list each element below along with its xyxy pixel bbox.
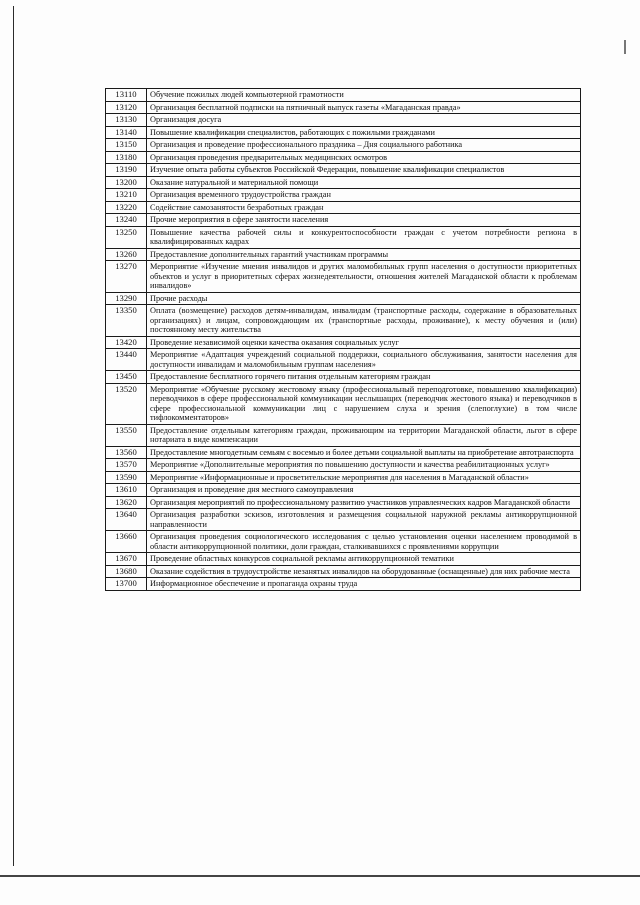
table-row (106, 151, 581, 164)
row-description: Проведение независимой оценки качества оказания социальных услуг (147, 336, 581, 349)
table-row (106, 201, 581, 214)
table-row (106, 459, 581, 472)
table-row (106, 139, 581, 152)
row-description: Предоставление дополнительных гарантий участникам программы (147, 248, 581, 261)
row-description: Информационное обеспечение и пропаганда охраны труда (147, 578, 581, 591)
row-description: Мероприятие «Обучение русскому жестовому языку (профессиональный переподготовке, повышению квалификации) переводчиков в сфере профессиональной коммуникации неслышащих (переводчик жестового языка) и переводчиков в сфере профессиональной коммуникации лиц с нарушением слуха и зрения (слепоглухие) в том числе тифлокомментаторов» (147, 383, 581, 424)
row-description: Мероприятие «Дополнительные мероприятия по повышению доступности и качества реабилитационных услуг» (147, 459, 581, 472)
table-row (106, 261, 581, 293)
row-description: Оказание содействия в трудоустройстве незанятых инвалидов на оборудованные (оснащенные) для них рабочие места (147, 565, 581, 578)
code-table-body (106, 89, 581, 591)
row-code: 13250 (106, 226, 147, 248)
row-description: Повышение качества рабочей силы и конкурентоспособности граждан с учетом потребности региона в квалифицированных кадрах (147, 226, 581, 248)
row-code: 13420 (106, 336, 147, 349)
table-row (106, 531, 581, 553)
table-row (106, 509, 581, 531)
row-code: 13220 (106, 201, 147, 214)
row-code: 13670 (106, 553, 147, 566)
row-description: Обучение пожилых людей компьютерной грамотности (147, 89, 581, 102)
scan-mark-right (624, 40, 626, 54)
scan-edge-left (13, 6, 14, 866)
row-code: 13190 (106, 164, 147, 177)
row-description: Организация проведения социологического исследования с целью установления оценки населением проводимой в области антикоррупционной политики, доли граждан, сталкивавшихся с проявлениями коррупции (147, 531, 581, 553)
row-code: 13640 (106, 509, 147, 531)
table-row (106, 114, 581, 127)
table-row (106, 496, 581, 509)
row-code: 13590 (106, 471, 147, 484)
row-code: 13560 (106, 446, 147, 459)
row-description: Проведение областных конкурсов социальной рекламы антикоррупционной тематики (147, 553, 581, 566)
row-code: 13520 (106, 383, 147, 424)
table-row (106, 471, 581, 484)
scan-edge-bottom (0, 875, 640, 877)
row-code: 13130 (106, 114, 147, 127)
row-description: Организация досуга (147, 114, 581, 127)
row-code: 13290 (106, 292, 147, 305)
code-table (105, 88, 581, 591)
row-description: Предоставление многодетным семьям с восемью и более детьми социальной выплаты на приобретение автотранспорта (147, 446, 581, 459)
table-row (106, 226, 581, 248)
row-description: Мероприятие «Адаптация учреждений социальной поддержки, социального обслуживания, занятости населения для доступности инвалидам и маломобильным группам населения» (147, 349, 581, 371)
row-code: 13550 (106, 424, 147, 446)
table-row (106, 424, 581, 446)
row-description: Предоставление отдельным категориям граждан, проживающим на территории Магаданской области, льгот в сфере нотариата в виде компенсации (147, 424, 581, 446)
table-row (106, 214, 581, 227)
row-code: 13240 (106, 214, 147, 227)
row-description: Прочие расходы (147, 292, 581, 305)
table-row (106, 126, 581, 139)
row-description: Мероприятие «Изучение мнения инвалидов и других маломобильных групп населения о доступности приоритетных объектов и услуг в приоритетных сферах жизнедеятельности, отношения жителей Магаданской области к проблемам инвалидов» (147, 261, 581, 293)
table-row (106, 164, 581, 177)
table-row (106, 305, 581, 337)
row-description: Организация и проведение профессионального праздника – Дня социального работника (147, 139, 581, 152)
row-code: 13440 (106, 349, 147, 371)
row-code: 13660 (106, 531, 147, 553)
table-row (106, 565, 581, 578)
table-row (106, 578, 581, 591)
table-row (106, 446, 581, 459)
row-description: Оказание натуральной и материальной помощи (147, 176, 581, 189)
table-row (106, 553, 581, 566)
table-row (106, 176, 581, 189)
row-description: Организация временного трудоустройства граждан (147, 189, 581, 202)
row-description: Предоставление бесплатного горячего питания отдельным категориям граждан (147, 371, 581, 384)
row-code: 13350 (106, 305, 147, 337)
row-description: Мероприятие «Информационные и просветительские мероприятия для населения в Магаданской области» (147, 471, 581, 484)
row-code: 13200 (106, 176, 147, 189)
row-description: Организация разработки эскизов, изготовления и размещения социальной наружной рекламы антикоррупционной направленности (147, 509, 581, 531)
row-code: 13140 (106, 126, 147, 139)
table-row (106, 101, 581, 114)
row-code: 13110 (106, 89, 147, 102)
row-code: 13450 (106, 371, 147, 384)
row-code: 13260 (106, 248, 147, 261)
row-description: Повышение квалификации специалистов, работающих с пожилыми гражданами (147, 126, 581, 139)
table-row (106, 189, 581, 202)
row-code: 13680 (106, 565, 147, 578)
row-description: Изучение опыта работы субъектов Российской Федерации, повышение квалификации специалистов (147, 164, 581, 177)
table-row (106, 484, 581, 497)
table-row (106, 89, 581, 102)
table-row (106, 292, 581, 305)
table-row (106, 383, 581, 424)
row-code: 13570 (106, 459, 147, 472)
row-code: 13270 (106, 261, 147, 293)
row-code: 13700 (106, 578, 147, 591)
row-description: Организация проведения предварительных медицинских осмотров (147, 151, 581, 164)
row-code: 13210 (106, 189, 147, 202)
row-description: Прочие мероприятия в сфере занятости населения (147, 214, 581, 227)
row-description: Содействие самозанятости безработных граждан (147, 201, 581, 214)
row-code: 13180 (106, 151, 147, 164)
row-code: 13150 (106, 139, 147, 152)
table-row (106, 371, 581, 384)
table-row (106, 248, 581, 261)
code-table-container (105, 88, 581, 591)
row-code: 13610 (106, 484, 147, 497)
row-description: Организация мероприятий по профессиональному развитию участников управленческих кадров Магаданской области (147, 496, 581, 509)
table-row (106, 336, 581, 349)
row-description: Оплата (возмещение) расходов детям-инвалидам, инвалидам (транспортные расходы, содержание в образовательных организациях) и лицам, сопровождающим их (транспортные расходы, проживание), к месту обучения и (или) постоянному месту жительства (147, 305, 581, 337)
table-row (106, 349, 581, 371)
row-description: Организация бесплатной подписки на пятничный выпуск газеты «Магаданская правда» (147, 101, 581, 114)
row-description: Организация и проведение дня местного самоуправления (147, 484, 581, 497)
row-code: 13120 (106, 101, 147, 114)
row-code: 13620 (106, 496, 147, 509)
